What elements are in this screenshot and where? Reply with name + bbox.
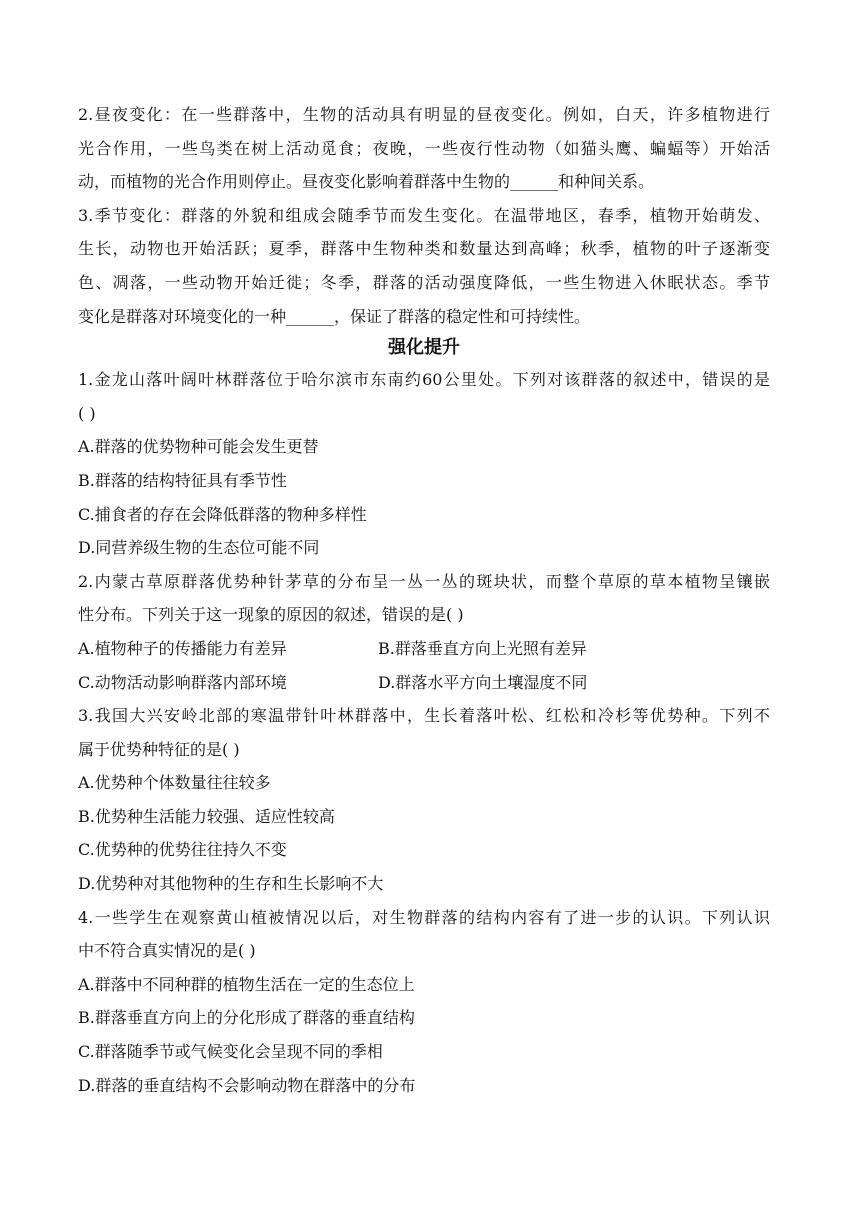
text-line: 变化是群落对环境变化的一种______，保证了群落的稳定性和可持续性。 <box>78 306 591 326</box>
document-page <box>78 98 770 1102</box>
question-stem-line: 4.一些学生在观察黄山植被情况以后，对生物群落的结构内容有了进一步的认识。下列认识 <box>78 907 770 927</box>
option-c: C.优势种的优势往往持久不变 <box>78 840 287 860</box>
text-line: 光合作用，一些鸟类在树上活动觅食；夜晚，一些夜行性动物（如猫头鹰、蝙蝠等）开始活 <box>78 138 770 158</box>
question-stem-line: 性分布。下列关于这一现象的原因的叙述，错误的是( ) <box>78 605 464 625</box>
question-4 <box>78 901 770 1103</box>
option-c: C.动物活动影响群落内部环境 <box>78 672 287 692</box>
question-stem-line: ( ) <box>78 403 96 423</box>
option-b: B.群落垂直方向上光照有差异 <box>378 638 587 658</box>
text-line: 3.季节变化：群落的外貌和组成会随季节而发生变化。在温带地区，春季，植物开始萌发、 <box>78 205 770 225</box>
question-stem-line: 2.内蒙古草原群落优势种针茅草的分布呈一丛一丛的斑块状，而整个草原的草本植物呈镶嵌 <box>78 571 770 591</box>
question-stem-line: 属于优势种特征的是( ) <box>78 739 240 759</box>
option-d: D.优势种对其他物种的生存和生长影响不大 <box>78 874 384 894</box>
question-stem-line: 1.金龙山落叶阔叶林群落位于哈尔滨市东南约60公里处。下列对该群落的叙述中，错误的是 <box>78 370 770 390</box>
option-b: B.群落的结构特征具有季节性 <box>78 470 287 490</box>
option-c: C.捕食者的存在会降低群落的物种多样性 <box>78 504 367 524</box>
paragraph-day-night-change <box>78 98 770 199</box>
option-c: C.群落随季节或气候变化会呈现不同的季相 <box>78 1042 383 1062</box>
options-row <box>78 666 770 700</box>
option-a: A.植物种子的传播能力有差异 <box>78 638 287 658</box>
option-a: A.群落中不同种群的植物生活在一定的生态位上 <box>78 974 415 994</box>
option-d: D.同营养级生物的生态位可能不同 <box>78 538 320 558</box>
text-line: 色、凋落，一些动物开始迁徙；冬季，群落的活动强度降低，一些生物进入休眠状态。季节 <box>78 272 770 292</box>
option-b: B.群落垂直方向上的分化形成了群落的垂直结构 <box>78 1008 415 1028</box>
question-2 <box>78 565 770 699</box>
text-line: 动，而植物的光合作用则停止。昼夜变化影响着群落中生物的______和种间关系。 <box>78 172 655 192</box>
option-d: D.群落的垂直结构不会影响动物在群落中的分布 <box>78 1075 416 1095</box>
text-line: 2.昼夜变化：在一些群落中，生物的活动具有明显的昼夜变化。例如，白天，许多植物进行 <box>78 105 770 124</box>
question-stem-line: 3.我国大兴安岭北部的寒温带针叶林群落中，生长着落叶松、红松和冷杉等优势种。下列不 <box>78 706 770 726</box>
options-row <box>78 632 770 666</box>
paragraph-seasonal-change <box>78 199 770 333</box>
option-a: A.优势种个体数量往往较多 <box>78 773 271 793</box>
text-line: 生长，动物也开始活跃；夏季，群落中生物种类和数量达到高峰；秋季，植物的叶子逐渐变 <box>78 239 770 259</box>
section-title: 强化提升 <box>388 337 460 359</box>
question-stem-line: 中不符合真实情况的是( ) <box>78 941 256 961</box>
option-b: B.优势种生活能力较强、适应性较高 <box>78 806 335 826</box>
option-a: A.群落的优势物种可能会发生更替 <box>78 437 319 457</box>
question-3 <box>78 699 770 901</box>
option-d: D.群落水平方向土壤湿度不同 <box>378 672 588 692</box>
question-1 <box>78 363 770 565</box>
